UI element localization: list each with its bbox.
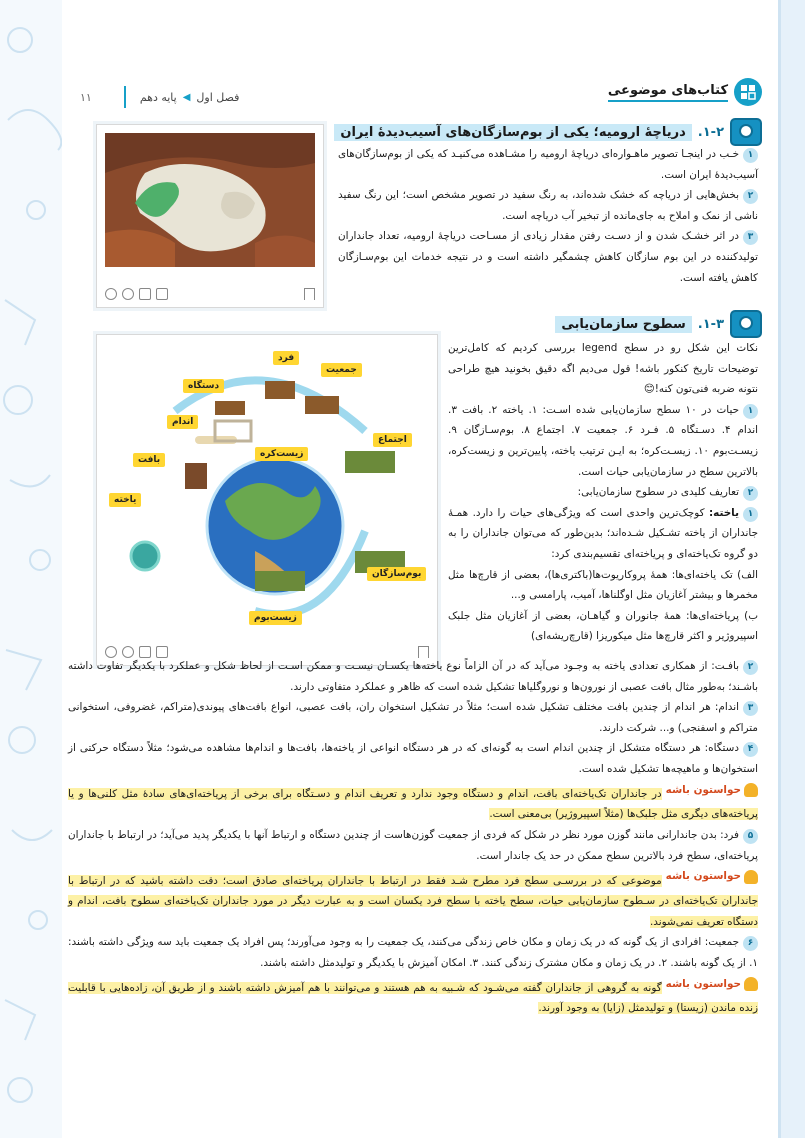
label-tissue: بافت [133, 453, 165, 467]
intro-text: نکات این شکل رو در سطح legend بررسی کردیم که کامل‌ترین توضیحات تاریخ کنکور باشه! قول می‌دیم اگه دقیق بخونید هیچ طراحی نتونه ضربه فنی‌تون کنه! [448, 342, 759, 396]
label-biome: زیست‌بوم [249, 611, 302, 625]
camera-icon [730, 310, 762, 338]
population-definition [68, 932, 758, 973]
bell-icon [744, 870, 758, 884]
page-header [62, 72, 762, 116]
levels-text: حیات در ۱۰ سطح سازمان‌یابی شده اسـت: ۱. یاخته ۲. بافت ۳. اندام ۴. دسـتگاه ۵. فـرد ۶. جمعیت ۷. اجتماع ۸. بوم‌سـازگان ۹. زیسـت‌بوم ۱۰. زیسـت‌کره؛ به ایـن ترتیب یاخته، پایین‌ترین و زیست‌کره، بالاترین سطح در سازمان‌یابی حیات است. [448, 403, 758, 478]
warning-label-text: حواستون باشه [665, 977, 741, 990]
decorative-left-band [0, 0, 62, 1138]
section-number: ۱-۲. [697, 124, 724, 140]
decorative-right-band [778, 0, 805, 1138]
item-text: در اثر خشـک شدن و از دسـت رفتن مقدار زیادی از مسـاحت دریاچۀ ارومیه، تعداد جانداران تولیدکننده در این بوم سازگان کاهش چشمگیر داشته است و در نتیجه خدمات این بوم‌سـازگان کاهش یافته است. [338, 230, 758, 284]
individual-definition [68, 825, 758, 866]
definitions-full-width [68, 656, 758, 1019]
brand-name: کتاب‌های موضوعی [608, 83, 728, 102]
item-number: ۳ [743, 701, 758, 716]
levels-diagram [105, 341, 429, 641]
grade-label: پایه دهم [139, 90, 177, 104]
warning-label-text: حواستون باشه [665, 870, 741, 883]
warning-1 [68, 780, 758, 825]
urmia-image-card [96, 124, 324, 308]
item-number: ۴ [743, 742, 758, 757]
item-number: ۶ [743, 936, 758, 951]
section-title: دریاچۀ ارومیه؛ یکی از بوم‌سازگان‌های آسیب‌دیدۀ ایران [334, 124, 691, 141]
intro-note [448, 338, 758, 400]
warning-text: در جانداران تک‌یاخته‌ای بافت، اندام و دستگاه وجود ندارد و تعریف اندام و دسـتگاه برای برخی از پریاخته‌ای‌های سادۀ مثل کلنی‌ها و یا پریاخته‌های دیگری مثل جلبک‌ها (مثلاً اسپیروژیر) بی‌معنی است. [68, 787, 758, 821]
cell-group-a: الف) تک یاخته‌ای‌ها: همۀ پروکاریوت‌ها(باکتری‌ها)، بعضی از قارچ‌ها مثل مخمرها و بیشتر آغازیان مثل اوگلناها، آمیب، پارامسی و... [448, 568, 758, 602]
cell-definition [448, 503, 758, 565]
section-number: ۱-۳. [697, 316, 724, 332]
levels-item [448, 400, 758, 482]
breadcrumb [80, 86, 239, 108]
warning-label [666, 974, 758, 995]
item-number: ۵ [743, 829, 758, 844]
cell-text-2: همـۀ جانداران از یاخته تشـکیل شـده‌اند؛ بدین‌طور که می‌توان جانداران را به دو گروه تک‌یاخته‌ای و پریاخته‌ای تقسیم‌بندی کرد: [448, 506, 758, 560]
smile-emoji: 😊 [643, 383, 655, 396]
doodle-pattern [0, 0, 62, 1138]
urmia-satellite-image [105, 133, 315, 267]
camera-icon [730, 118, 762, 146]
urmia-item-1 [338, 144, 758, 185]
warning-label-text: حواستون باشه [665, 783, 741, 796]
cell-text: کوچک‌ترین واحدی است که ویژگی‌های حیات را دارد. [472, 506, 705, 519]
item-number: ۳ [743, 230, 758, 245]
urmia-item-2 [338, 185, 758, 226]
section-heading-urmia [334, 118, 762, 146]
item-number: ۲ [743, 189, 758, 204]
urmia-item-3 [338, 226, 758, 288]
tissue-definition [68, 656, 758, 697]
label-population: جمعیت [321, 363, 362, 377]
definitions-text: تعاریف کلیدی در سطوح سازمان‌یابی: [577, 486, 739, 499]
brand [608, 78, 762, 106]
heart-icon[interactable] [105, 288, 117, 300]
item-number: ۲ [743, 486, 758, 501]
label-system: دستگاه [183, 379, 224, 393]
warning-2 [68, 866, 758, 932]
bookmark-icon[interactable] [304, 288, 315, 300]
tissue-text: بافـت: از همکاری تعدادی یاخته به وجـود می‌آید که در آن الزاماً نوع یاخته‌ها یکسـان نیسـت و ممکن اسـت از لحاظ شکل و عملکرد با یکدیگر تفاوت داشته باشـند؛ به‌طور مثال بافت عصبی از نورون‌ها و نوروگلیاها تشکیل شده است که ظاهر و عملکرد متفاوتی دارند. [68, 660, 758, 693]
chevron-left-icon: ◀ [182, 91, 191, 103]
definitions-heading [448, 482, 758, 503]
divider [124, 86, 126, 108]
section-title: سطوح سازمان‌یابی [555, 316, 691, 333]
item-text: خـب در اینجـا تصویر ماهـواره‌ای دریاچۀ ارومیه را مشـاهده می‌کنیـد که یکی از بوم‌سازگان‌های آسیب‌دیدۀ ایران است. [338, 148, 758, 181]
section-heading-organization [555, 310, 762, 338]
chapter-label: فصل اول [196, 90, 240, 104]
item-text: بخش‌هایی از دریاچه که خشک شده‌اند، به رنگ سفید در تصویر مشخص است؛ این رنگ سفید ناشی از نمک و املاح به جای‌مانده از تبخیر آب دریاچه است. [338, 189, 758, 222]
organ-text: اندام: هر اندام از چندین بافت مختلف تشکیل شده است؛ مثلاً در تشکیل استخوان ران، بافت عصبی، انواع بافت‌های پیوندی(متراکم، غضروفی، استخوانی متراکم و اسفنجی) و... شرکت دارند. [68, 701, 758, 734]
item-number: ۱ [743, 148, 758, 163]
urmia-text [338, 144, 758, 288]
send-icon[interactable] [139, 288, 151, 300]
item-number: ۱ [743, 507, 758, 522]
population-text: جمعیت: افرادی از یک گونه که در یک زمان و مکان خاص زندگی می‌کنند، یک جمعیت را به وجود می‌آورند؛ پس افراد یک جمعیت باید سه ویژگی داشته باشند: ۱. از یک گونه باشند. ۲. در یک زمان و مکان مشترک زندگی کنند. ۳. امکان آمیزش با یکدیگر و تولیدمثل داشته باشند. [68, 936, 758, 969]
brand-logo-icon [734, 78, 762, 106]
cell-term: یاخته: [709, 506, 739, 519]
page [62, 60, 762, 1130]
warning-text: موضوعی که در بررسـی سطح فرد مطرح شـد فقط در ارتباط با جانداران پریاخته‌ای صادق است؛ دقت داشته باشید که در ارتباط با جانداران تک‌یاخته‌ای در سـطوح سازمان‌یابی حیات، سطح یاخته با سطح فرد یکسان است و به عبارت دیگر در مورد جانداران تک‌یاخته‌ای سطوح بافت، اندام و دستگاه تعریف نمی‌شوند. [68, 874, 758, 928]
individual-text: فرد: بدن جاندارانی مانند گوزن مورد نظر در شکل که فردی از جمعیت گوزن‌هاست از چندین دستگاه و ارتباط آنها با یکدیگر پدید می‌آید؛ در ارتباط با جانداران پریاخته‌ای، سطح فرد بالاترین سطح ممکن در حد یک جاندار است. [68, 829, 758, 862]
organization-diagram-card [96, 334, 438, 666]
label-cell: یاخته [109, 493, 141, 507]
bell-icon [744, 977, 758, 991]
label-ecosystem: بوم‌سازگان [367, 567, 426, 581]
comment-icon[interactable] [122, 288, 134, 300]
warning-text: گونه به گروهی از جانداران گفته می‌شـود که شـبیه به هم هستند و می‌توانند با هم آمیزش داشته باشند و از طریق آن، زاده‌هایی با قابلیت زنده ماندن (زیستا) و تولیدمثل (زایا) به وجود آورند. [68, 981, 758, 1015]
warning-label [666, 780, 758, 801]
bell-icon [744, 783, 758, 797]
label-community: اجتماع [373, 433, 412, 447]
label-individual: فرد [273, 351, 299, 365]
label-biosphere: زیست‌کره [255, 447, 308, 461]
item-number: ۲ [743, 660, 758, 675]
cell-group-b: ب) پریاخته‌ای‌ها: همۀ جانوران و گیاهـان، بعضی از آغازیان مثل جلبک اسپیروژیر و اکثر قارچ‌ها مثل میکوریزا (قارچ‌ریشه‌ای) [448, 609, 758, 643]
label-organ: اندام [167, 415, 198, 429]
warning-label [666, 866, 758, 887]
system-text: دستگاه: هر دستگاه متشکل از چندین اندام است به گونه‌ای که در هر دستگاه انواعی از یاخته‌ها، بافت‌ها و اندام‌ها مشاهده می‌شود؛ مثلاً دستگاه حرکتی از استخوان‌ها و ماهیچه‌ها تشکیل شده است. [68, 742, 758, 775]
system-definition [68, 738, 758, 779]
gallery-icon[interactable] [156, 288, 168, 300]
organ-definition [68, 697, 758, 738]
warning-3 [68, 974, 758, 1019]
organization-text-column [448, 338, 758, 647]
image-toolbar [105, 285, 315, 303]
page-number: ۱۱ [80, 90, 92, 104]
item-number: ۱ [743, 404, 758, 419]
